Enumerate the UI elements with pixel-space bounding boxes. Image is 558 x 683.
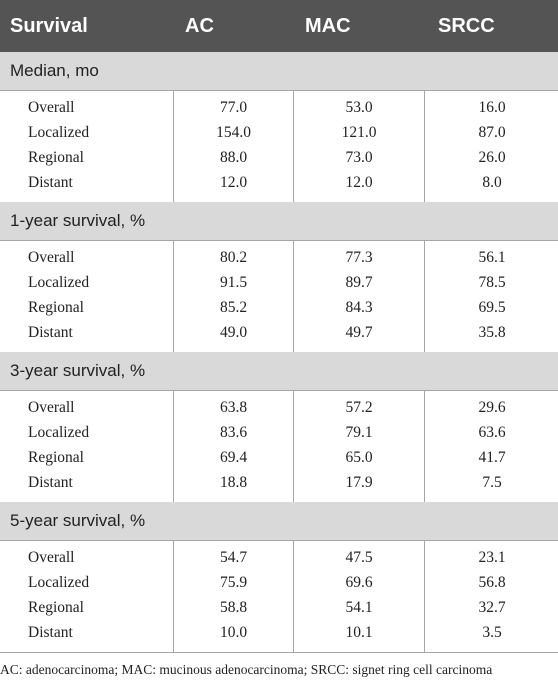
table-row <box>0 320 558 345</box>
column-divider <box>424 390 425 502</box>
table-row <box>0 420 558 445</box>
section-header: 1-year survival, % <box>0 202 558 240</box>
column-divider <box>424 540 425 652</box>
column-divider <box>424 240 425 352</box>
cell-mac: 12.0 <box>345 174 373 191</box>
header-srcc: SRCC <box>438 15 495 37</box>
cell-srcc: 7.5 <box>482 474 502 491</box>
cell-srcc: 8.0 <box>482 174 502 191</box>
cell-ac: 18.8 <box>219 474 248 491</box>
row-label: Distant <box>28 474 73 491</box>
column-divider <box>173 390 174 502</box>
table-row <box>0 95 558 120</box>
table-row <box>0 470 558 495</box>
cell-ac: 80.2 <box>219 249 248 266</box>
cell-srcc: 32.7 <box>478 599 506 616</box>
cell-mac: 49.7 <box>345 324 373 341</box>
table-row <box>0 445 558 470</box>
table-row <box>0 170 558 195</box>
column-divider <box>424 90 425 202</box>
header-survival: Survival <box>10 15 88 37</box>
cell-mac: 57.2 <box>345 399 373 416</box>
table-row <box>0 620 558 645</box>
cell-mac: 47.5 <box>345 549 373 566</box>
column-divider <box>173 540 174 652</box>
row-divider <box>0 90 558 91</box>
cell-mac: 79.1 <box>345 424 373 441</box>
row-label: Localized <box>28 424 90 441</box>
row-label: Regional <box>28 599 84 616</box>
row-label: Regional <box>28 149 84 166</box>
cell-mac: 65.0 <box>345 449 373 466</box>
row-divider <box>0 390 558 391</box>
cell-srcc: 16.0 <box>478 99 506 116</box>
row-label: Regional <box>28 449 84 466</box>
row-label: Localized <box>28 574 90 591</box>
cell-ac: 10.0 <box>219 624 248 641</box>
cell-ac: 58.8 <box>219 599 248 616</box>
section-header: Median, mo <box>0 52 558 90</box>
table-row <box>0 270 558 295</box>
cell-mac: 17.9 <box>345 474 373 491</box>
section-header: 3-year survival, % <box>0 352 558 390</box>
cell-srcc: 56.8 <box>478 574 506 591</box>
column-divider <box>293 390 294 502</box>
table-row <box>0 145 558 170</box>
cell-mac: 54.1 <box>345 599 373 616</box>
column-divider <box>293 90 294 202</box>
table-row <box>0 120 558 145</box>
cell-mac: 73.0 <box>345 149 373 166</box>
cell-srcc: 87.0 <box>478 124 506 141</box>
cell-ac: 85.2 <box>219 299 248 316</box>
header-mac: MAC <box>305 15 351 37</box>
column-divider <box>173 240 174 352</box>
cell-mac: 89.7 <box>345 274 373 291</box>
cell-ac: 63.8 <box>219 399 248 416</box>
table-row <box>0 245 558 270</box>
table-row <box>0 545 558 570</box>
cell-srcc: 26.0 <box>478 149 506 166</box>
cell-srcc: 41.7 <box>478 449 506 466</box>
row-divider <box>0 652 558 653</box>
cell-ac: 49.0 <box>219 324 248 341</box>
cell-srcc: 23.1 <box>478 549 506 566</box>
row-label: Localized <box>28 274 90 291</box>
row-label: Regional <box>28 299 84 316</box>
cell-mac: 10.1 <box>345 624 373 641</box>
cell-srcc: 3.5 <box>482 624 502 641</box>
row-label: Overall <box>28 549 75 566</box>
cell-ac: 12.0 <box>219 174 248 191</box>
cell-mac: 69.6 <box>345 574 373 591</box>
cell-ac: 88.0 <box>219 149 248 166</box>
cell-srcc: 63.6 <box>478 424 506 441</box>
column-divider <box>293 240 294 352</box>
table-header <box>0 0 558 52</box>
row-label: Localized <box>28 124 90 141</box>
cell-mac: 53.0 <box>345 99 373 116</box>
row-label: Overall <box>28 249 75 266</box>
row-label: Overall <box>28 399 75 416</box>
cell-mac: 121.0 <box>341 124 377 141</box>
row-divider <box>0 540 558 541</box>
cell-ac: 69.4 <box>219 449 248 466</box>
column-divider <box>293 540 294 652</box>
table-row <box>0 595 558 620</box>
row-label: Overall <box>28 99 75 116</box>
cell-mac: 77.3 <box>345 249 373 266</box>
table-row <box>0 395 558 420</box>
row-label: Distant <box>28 174 73 191</box>
section-header: 5-year survival, % <box>0 502 558 540</box>
cell-ac: 54.7 <box>219 549 248 566</box>
header-ac: AC <box>185 15 214 37</box>
row-divider <box>0 240 558 241</box>
row-label: Distant <box>28 624 73 641</box>
cell-srcc: 78.5 <box>478 274 506 291</box>
table-row <box>0 295 558 320</box>
cell-srcc: 29.6 <box>478 399 506 416</box>
table-row <box>0 570 558 595</box>
cell-srcc: 35.8 <box>478 324 506 341</box>
cell-srcc: 56.1 <box>478 249 506 266</box>
cell-mac: 84.3 <box>345 299 373 316</box>
column-divider <box>173 90 174 202</box>
row-label: Distant <box>28 324 73 341</box>
cell-ac: 75.9 <box>219 574 248 591</box>
cell-ac: 154.0 <box>216 124 251 141</box>
cell-ac: 91.5 <box>219 274 248 291</box>
cell-srcc: 69.5 <box>478 299 506 316</box>
cell-ac: 83.6 <box>219 424 248 441</box>
cell-ac: 77.0 <box>219 99 248 116</box>
table-footnote: AC: adenocarcinoma; MAC: mucinous adenocarcinoma; SRCC: signet ring cell carcinoma <box>0 662 493 677</box>
